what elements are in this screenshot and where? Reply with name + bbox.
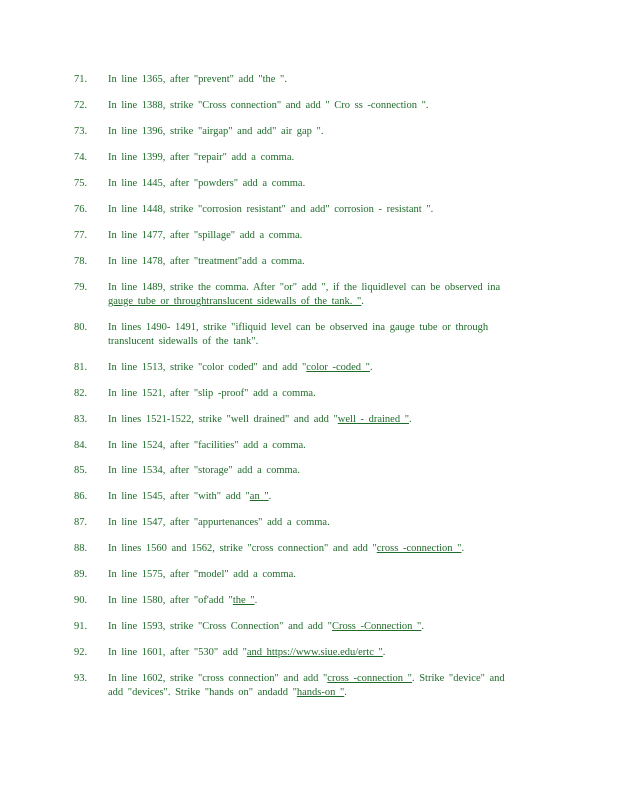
text-segment: In line 1477, after "spillage" add a comma. — [108, 230, 303, 241]
text-segment: In lines 1490- 1491, strike "ifliquid level can be observed ina gauge tube or through — [108, 322, 489, 333]
item-text — [108, 439, 528, 453]
item-text — [108, 229, 528, 243]
text-segment: . — [369, 362, 373, 373]
item-text — [108, 281, 528, 309]
text-segment: . — [421, 621, 424, 632]
inserted-text: gauge tube or throughtranslucent sidewalls of the tank. " — [108, 296, 362, 307]
item-number: 81. — [74, 362, 88, 373]
item-number: 83. — [74, 414, 88, 425]
item-number: 75. — [74, 178, 88, 189]
item-text — [108, 672, 528, 700]
text-segment: translucent sidewalls of the tank". — [108, 336, 259, 347]
text-segment: In line 1547, after "appurtenances" add a comma. — [108, 517, 330, 528]
item-text — [108, 99, 528, 113]
text-segment: . — [409, 414, 412, 425]
text-segment: In line 1545, after "with" add " — [108, 491, 250, 502]
item-number: 77. — [74, 230, 88, 241]
text-segment: In line 1396, strike "airgap" and add" air gap ". — [108, 126, 324, 137]
item-text — [108, 125, 528, 139]
item-text — [108, 464, 528, 478]
item-number: 82. — [74, 388, 88, 399]
text-segment: In line 1575, after "model" add a comma. — [108, 569, 296, 580]
item-text — [108, 73, 528, 87]
text-segment: In line 1448, strike "corrosion resistant" and add" corrosion - resistant ". — [108, 204, 434, 215]
text-segment: In lines 1521-1522, strike "well drained" and add " — [108, 414, 338, 425]
inserted-text: an " — [249, 491, 269, 502]
text-segment: In line 1489, strike the comma. After "or" add ", if the liquidlevel can be observed ina — [108, 282, 501, 293]
text-segment: . — [344, 687, 347, 698]
inserted-text: the " — [232, 595, 255, 606]
text-segment: In line 1478, after "treatment"add a comma. — [108, 256, 305, 267]
text-segment: In line 1601, after "530" add " — [108, 647, 247, 658]
item-text — [108, 361, 528, 375]
item-text — [108, 413, 528, 427]
item-number: 91. — [74, 621, 88, 632]
item-number: 92. — [74, 647, 88, 658]
item-text — [108, 542, 528, 556]
item-number: 78. — [74, 256, 88, 267]
text-segment: In lines 1560 and 1562, strike "cross connection" and add " — [108, 543, 377, 554]
inserted-text: and https://www.siue.edu/ertc " — [246, 647, 383, 658]
inserted-text: well - drained " — [337, 414, 410, 425]
text-segment: . — [361, 296, 364, 307]
inserted-text: cross -connection " — [327, 673, 412, 684]
text-segment: In line 1445, after "powders" add a comma. — [108, 178, 306, 189]
item-number: 88. — [74, 543, 88, 554]
item-number: 90. — [74, 595, 88, 606]
inserted-text: Cross -Connection " — [331, 621, 422, 632]
item-text — [108, 594, 528, 608]
text-segment: In line 1534, after "storage" add a comma. — [108, 465, 300, 476]
item-number: 73. — [74, 126, 88, 137]
item-number: 93. — [74, 673, 88, 684]
item-text — [108, 321, 528, 349]
item-number: 89. — [74, 569, 88, 580]
text-segment: In line 1580, after "of'add " — [108, 595, 233, 606]
item-text — [108, 255, 528, 269]
item-text — [108, 646, 528, 660]
text-segment: . Strike "device" and — [411, 673, 505, 684]
item-number: 84. — [74, 440, 88, 451]
inserted-text: hands-on " — [296, 687, 345, 698]
text-segment: . — [254, 595, 258, 606]
item-number: 80. — [74, 322, 88, 333]
text-segment: . — [382, 647, 386, 658]
text-segment: . — [461, 543, 465, 554]
item-text — [108, 177, 528, 191]
text-segment: In line 1521, after "slip -proof" add a comma. — [108, 388, 316, 399]
item-text — [108, 203, 528, 217]
item-number: 79. — [74, 282, 88, 293]
item-number: 71. — [74, 74, 88, 85]
text-segment: In line 1365, after "prevent" add "the ". — [108, 74, 287, 85]
text-segment: . — [268, 491, 272, 502]
text-segment: In line 1388, strike "Cross connection" and add " Cro ss -connection ". — [108, 100, 429, 111]
item-text — [108, 387, 528, 401]
text-segment: In line 1513, strike "color coded" and add " — [108, 362, 307, 373]
text-segment: In line 1602, strike "cross connection" and add " — [108, 673, 328, 684]
inserted-text: color -coded " — [306, 362, 370, 373]
text-segment: add "devices". Strike "hands on" andadd " — [108, 687, 297, 698]
item-number: 86. — [74, 491, 88, 502]
item-number: 87. — [74, 517, 88, 528]
item-text — [108, 490, 528, 504]
inserted-text: cross -connection " — [376, 543, 462, 554]
text-segment: In line 1593, strike "Cross Connection" and add " — [108, 621, 332, 632]
item-number: 72. — [74, 100, 88, 111]
item-text — [108, 151, 528, 165]
text-segment: In line 1524, after "facilities" add a comma. — [108, 440, 306, 451]
item-text — [108, 568, 528, 582]
text-segment: In line 1399, after "repair" add a comma. — [108, 152, 295, 163]
item-number: 76. — [74, 204, 88, 215]
item-text — [108, 516, 528, 530]
item-number: 85. — [74, 465, 88, 476]
item-number: 74. — [74, 152, 88, 163]
item-text — [108, 620, 528, 634]
